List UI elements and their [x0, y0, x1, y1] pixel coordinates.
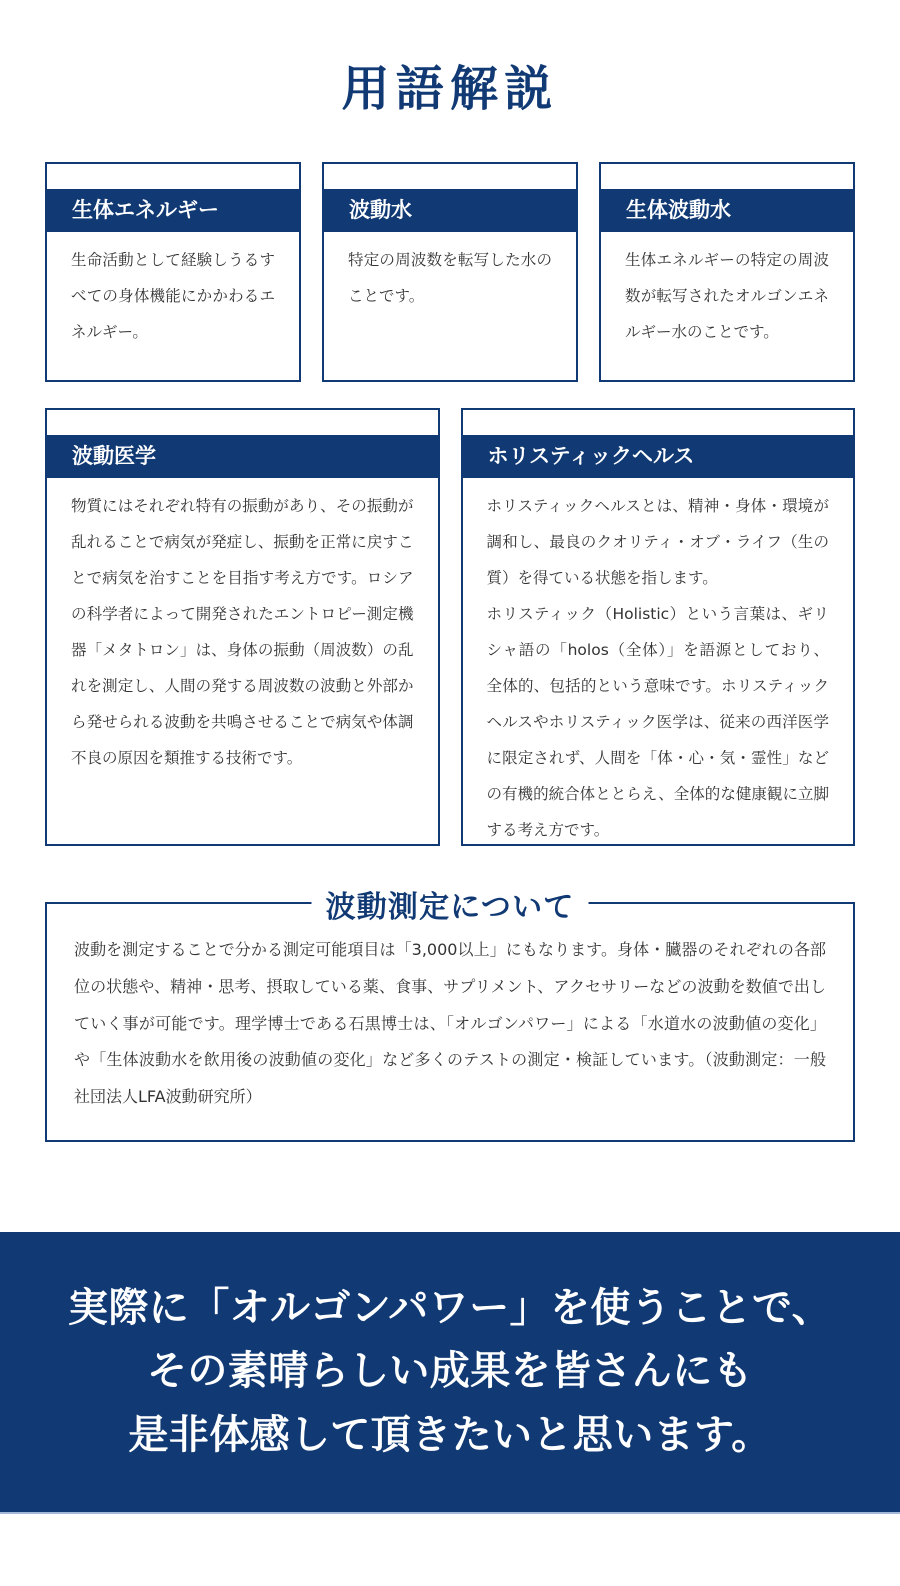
- glossary-card-holistic-health: [461, 408, 856, 846]
- cta-banner-line: その素晴らしい成果を皆さんにも: [147, 1348, 753, 1395]
- card-definition-paragraph: ホリスティックヘルスとは、精神・身体・環境が調和し、最良のクオリティ・オブ・ライフ（生の質）を得ている状態を指します。: [486, 497, 829, 588]
- card-definition-paragraph: 生命活動として経験しうるすべての身体機能にかかわるエネルギー。: [71, 251, 275, 342]
- wave-measurement-title: 波動測定について: [312, 882, 589, 926]
- cta-banner-line: 是非体感して頂きたいと思います。: [128, 1411, 772, 1458]
- glossary-card-row-1: [45, 162, 855, 382]
- cta-banner: [0, 1232, 900, 1514]
- card-definition-paragraph: 物質にはそれぞれ特有の振動があり、その振動が乱れることで病気が発症し、振動を正常に戻すことで病気を治すことを目指す考え方です。ロシアの科学者によって開発されたエントロピー測定機器「メタトロン」は、身体の振動（周波数）の乱れを測定し、人間の発する周波数の波動と外部から発せられる波動を共鳴させることで病気や体調不良の原因を類推する技術です。: [71, 497, 414, 767]
- card-definition: [463, 478, 854, 849]
- card-term-header: 生体波動水: [601, 189, 853, 232]
- glossary-card-bio-wave-water: [599, 162, 855, 382]
- card-definition: [601, 232, 853, 351]
- glossary-card-wave-water: [322, 162, 578, 382]
- card-definition-paragraph: 特定の周波数を転写した水のことです。: [348, 251, 552, 306]
- card-definition: [324, 232, 576, 315]
- card-definition-paragraph: 生体エネルギーの特定の周波数が転写されたオルゴンエネルギー水のことです。: [625, 251, 829, 342]
- card-definition: [47, 232, 299, 351]
- page-title: 用語解説: [341, 61, 559, 117]
- card-term-header: 生体エネルギー: [47, 189, 299, 232]
- card-term-header: 波動水: [324, 189, 576, 232]
- card-definition-paragraph: ホリスティック（Holistic）という言葉は、ギリシャ語の「holos（全体）」を語源としており、全体的、包括的という意味です。ホリスティックヘルスやホリスティック医学は、従来の西洋医学に限定されず、人間を「体・心・気・霊性」などの有機的統合体ととらえ、全体的な健康観に立脚する考え方です。: [486, 605, 829, 839]
- glossary-cards-section: [45, 162, 855, 846]
- card-term-header: 波動医学: [47, 435, 438, 478]
- glossary-card-row-2: [45, 408, 855, 846]
- glossary-card-bio-energy: [45, 162, 301, 382]
- glossary-card-wave-medicine: [45, 408, 440, 846]
- card-definition: [47, 478, 438, 777]
- wave-measurement-box: [45, 890, 855, 1142]
- card-term-header: ホリスティックヘルス: [463, 435, 854, 478]
- cta-banner-line: 実際に「オルゴンパワー」を使うことで、: [68, 1285, 832, 1332]
- wave-measurement-body: 波動を測定することで分かる測定可能項目は「3,000以上」にもなります。身体・臓器のそれぞれの各部位の状態や、精神・思考、摂取している薬、食事、サプリメント、アクセサリーなどの波動を数値で出していく事が可能です。理学博士である石黒博士は、「オルゴンパワー」による「水道水の波動値の変化」や「生体波動水を飲用後の波動値の変化」など多くのテストの測定・検証しています。（波動測定：一般社団法人LFA波動研究所）: [74, 940, 826, 1107]
